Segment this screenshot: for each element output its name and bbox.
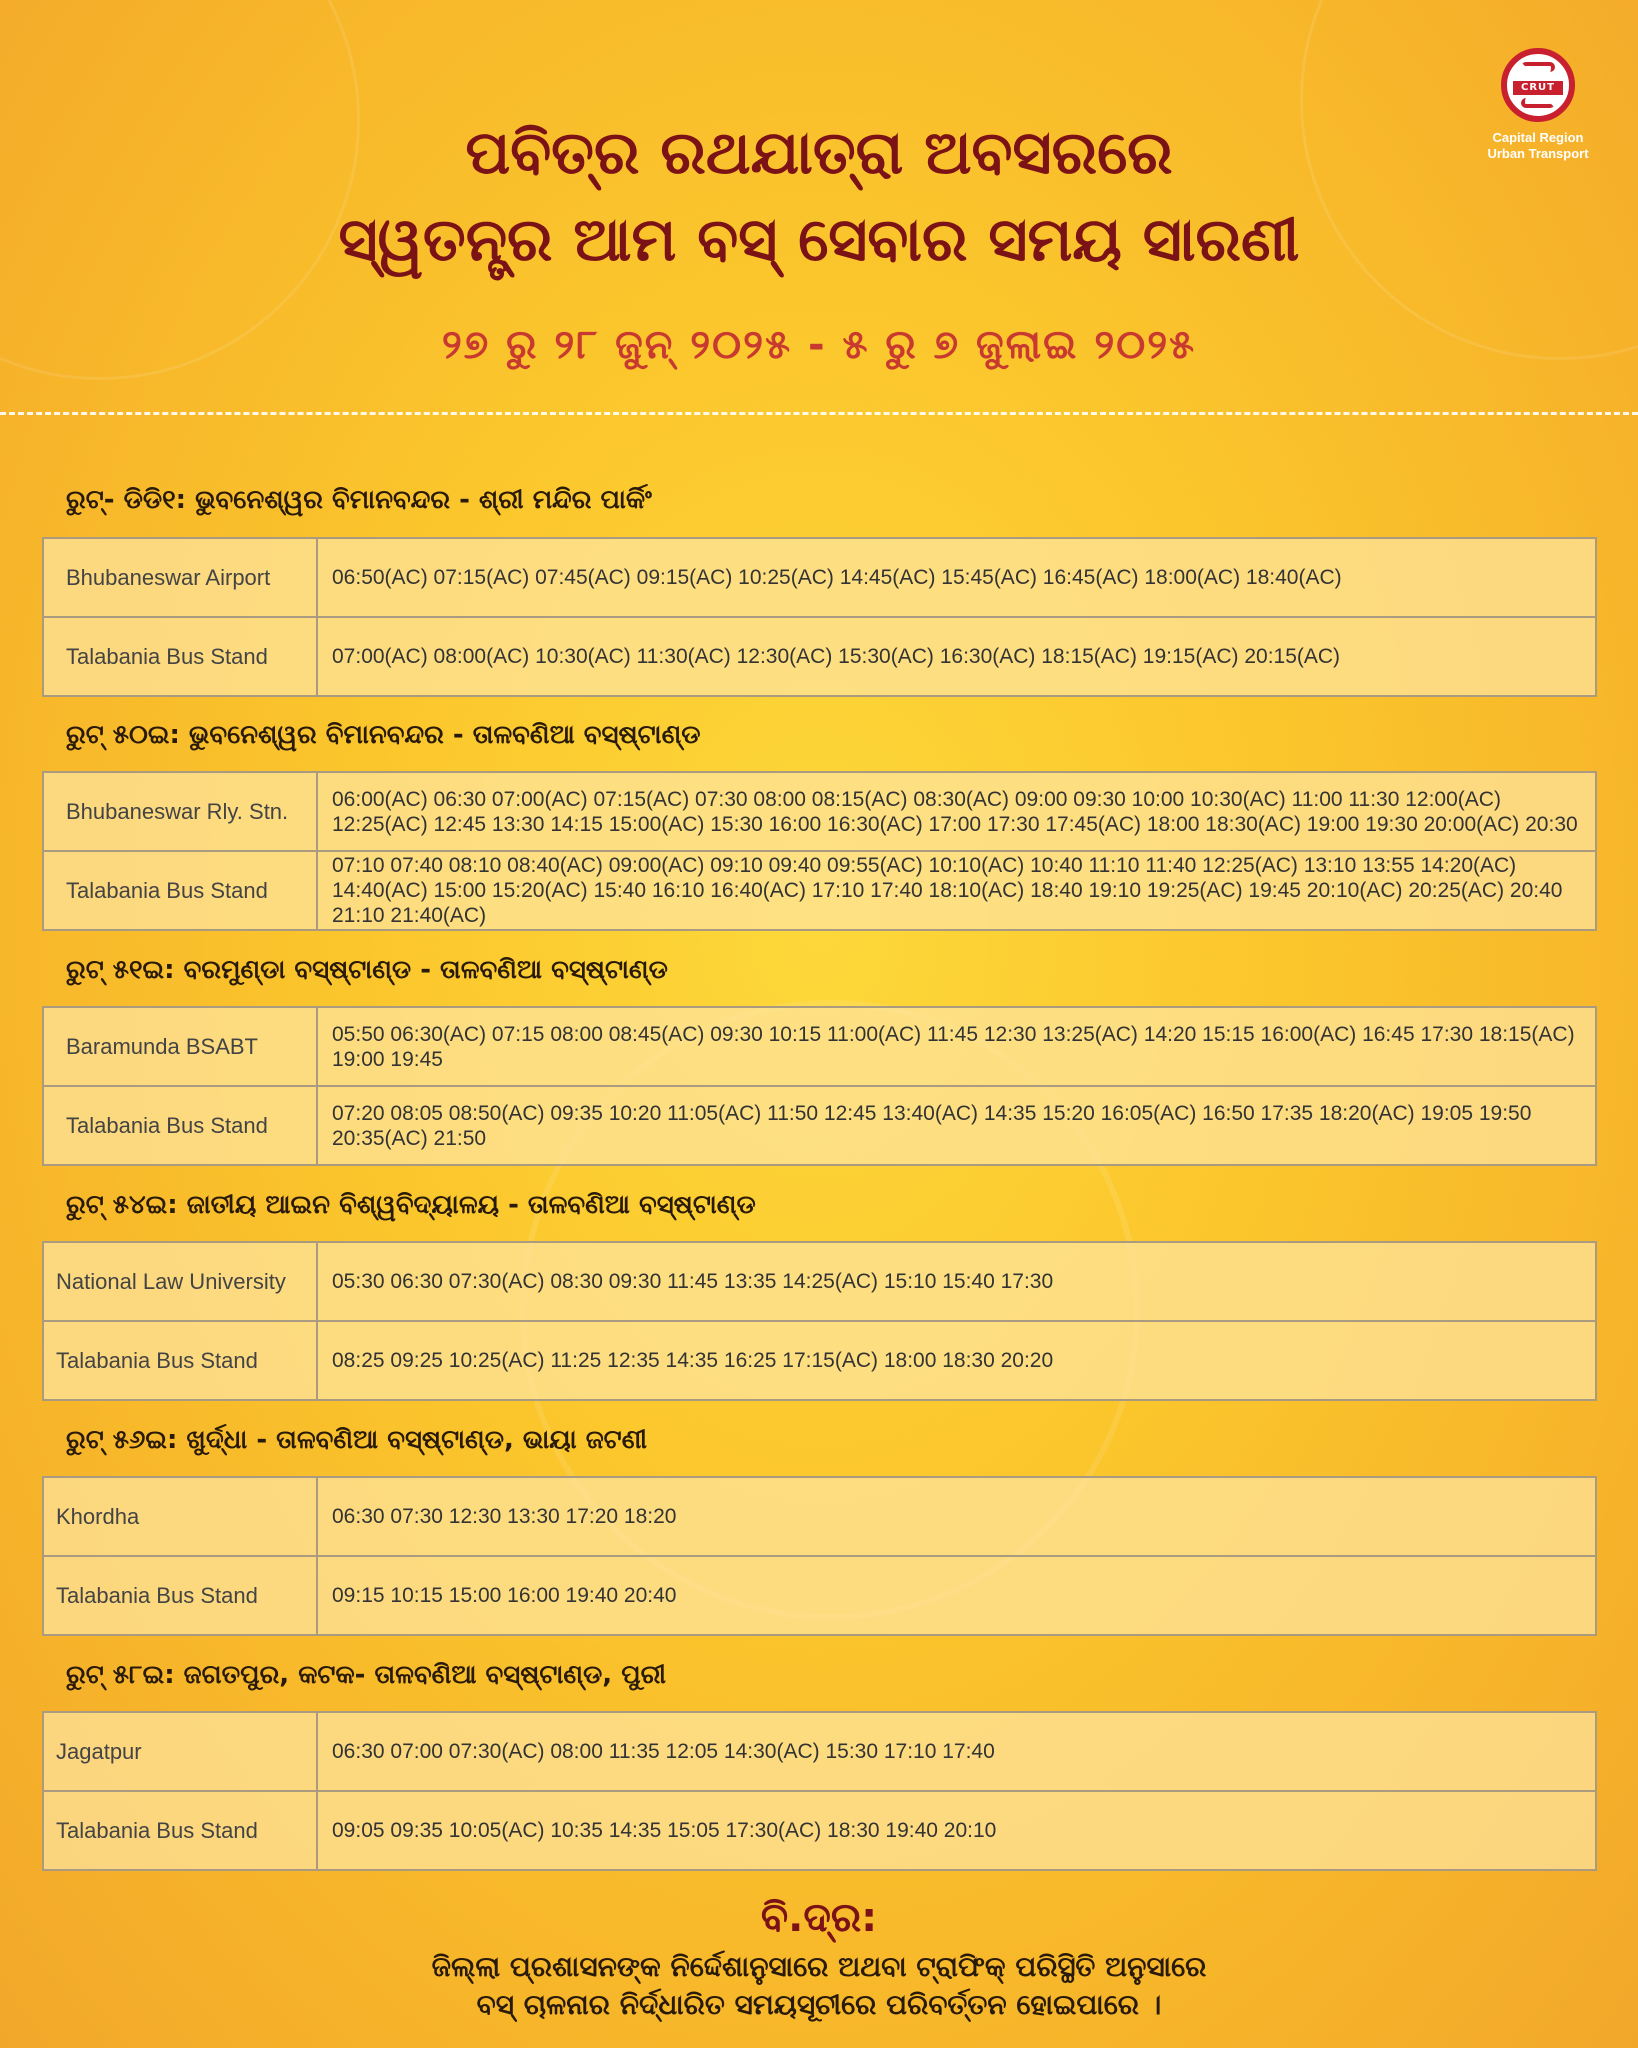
departure-times: 06:50(AC) 07:15(AC) 07:45(AC) 09:15(AC) 10:25(AC) 14:45(AC) 15:45(AC) 16:45(AC) 18:00(AC) 18:40(AC) bbox=[317, 538, 1596, 617]
stop-name: Talabania Bus Stand bbox=[43, 1791, 317, 1870]
route-table-51e bbox=[42, 1006, 1597, 1166]
stop-name: Khordha bbox=[43, 1477, 317, 1556]
departure-times: 07:10 07:40 08:10 08:40(AC) 09:00(AC) 09:10 09:40 09:55(AC) 10:10(AC) 10:40 11:10 11:40 12:25(AC) 13:10 13:55 14:20(AC) 14:40(AC) 15:00 15:20(AC) 15:40 16:10 16:40(AC) 17:10 17:40 18:10(AC) 18:40 19:10 19:25(AC) 19:45 20:10(AC) 20:25(AC) 20:40 21:10 21:40(AC) bbox=[317, 851, 1596, 930]
date-range: ୨୭ ରୁ ୨୮ ଜୁନ୍ ୨୦୨୫ - ୫ ରୁ ୭ ଜୁଲାଇ ୨୦୨୫ bbox=[441, 322, 1197, 368]
dashed-divider bbox=[0, 412, 1638, 415]
logo-mark-text: CRUT bbox=[1513, 81, 1563, 95]
table-row bbox=[43, 1477, 1596, 1556]
departure-times: 07:00(AC) 08:00(AC) 10:30(AC) 11:30(AC) 12:30(AC) 15:30(AC) 16:30(AC) 18:15(AC) 19:15(AC) 20:15(AC) bbox=[317, 617, 1596, 696]
stop-name: Talabania Bus Stand bbox=[43, 1321, 317, 1400]
logo-caption-line1: Capital Region bbox=[1492, 130, 1584, 145]
stop-name: Jagatpur bbox=[43, 1712, 317, 1791]
route-heading-54e: ରୁଟ୍ ୫୪ଇ: ଜାତୀୟ ଆଇନ ବିଶ୍ୱବିଦ୍ୟାଳୟ - ତାଳବଣିଆ ବସ୍‌ଷ୍ଟାଣ୍ଡ bbox=[66, 1190, 756, 1220]
route-heading-dd1: ରୁଟ୍- ଡିଡି୧: ଭୁବନେଶ୍ୱର ବିମାନବନ୍ଦର - ଶ୍ରୀ ମନ୍ଦିର ପାର୍କିଂ bbox=[66, 485, 652, 515]
table-row bbox=[43, 1712, 1596, 1791]
page-title-line1: ପବିତ୍ର ରଥଯାତ୍ରା ଅବସରରେ bbox=[465, 118, 1173, 188]
table-row bbox=[43, 851, 1596, 930]
departure-times: 08:25 09:25 10:25(AC) 11:25 12:35 14:35 16:25 17:15(AC) 18:00 18:30 20:20 bbox=[317, 1321, 1596, 1400]
route-heading-56e: ରୁଟ୍ ୫୬ଇ: ଖୁର୍ଦ୍ଧା - ତାଳବଣିଆ ବସ୍‌ଷ୍ଟାଣ୍ଡ, ଭାୟା ଜଟଣୀ bbox=[66, 1425, 648, 1455]
table-row bbox=[43, 1086, 1596, 1165]
route-heading-51e: ରୁଟ୍ ୫୧ଇ: ବରମୁଣ୍ଡା ବସ୍‌ଷ୍ଟାଣ୍ଡ - ତାଳବଣିଆ ବସ୍‌ଷ୍ଟାଣ୍ଡ bbox=[66, 955, 668, 985]
departure-times: 05:50 06:30(AC) 07:15 08:00 08:45(AC) 09:30 10:15 11:00(AC) 11:45 12:30 13:25(AC) 14:20 15:15 16:00(AC) 16:45 17:30 18:15(AC) 19:00 19:45 bbox=[317, 1007, 1596, 1086]
stop-name: Talabania Bus Stand bbox=[43, 1556, 317, 1635]
departure-times: 06:30 07:00 07:30(AC) 08:00 11:35 12:05 14:30(AC) 15:30 17:10 17:40 bbox=[317, 1712, 1596, 1791]
stop-name: Talabania Bus Stand bbox=[43, 851, 317, 930]
departure-times: 06:30 07:30 12:30 13:30 17:20 18:20 bbox=[317, 1477, 1596, 1556]
route-heading-58e: ରୁଟ୍ ୫୮ଇ: ଜଗତପୁର, କଟକ- ତାଳବଣିଆ ବସ୍‌ଷ୍ଟାଣ୍ଡ, ପୁରୀ bbox=[66, 1660, 667, 1690]
note-line1: ଜିଲ୍ଲା ପ୍ରଶାସନଙ୍କ ନିର୍ଦ୍ଦେଶାନୁସାରେ ଅଥବା ଟ୍ରାଫିକ୍ ପରିସ୍ଥିତି ଅନୁସାରେ bbox=[431, 1950, 1207, 1983]
crut-logo-icon bbox=[1501, 48, 1575, 122]
note-title: ବି.ଦ୍ର: bbox=[760, 1895, 878, 1941]
departure-times: 06:00(AC) 06:30 07:00(AC) 07:15(AC) 07:30 08:00 08:15(AC) 08:30(AC) 09:00 09:30 10:00 10:30(AC) 11:00 11:30 12:00(AC) 12:25(AC) 12:45 13:30 14:15 15:00(AC) 15:30 16:00 16:30(AC) 17:00 17:30 17:45(AC) 18:00 18:30(AC) 19:00 19:30 20:00(AC) 20:30 bbox=[317, 772, 1596, 851]
route-heading-50e: ରୁଟ୍ ୫୦ଇ: ଭୁବନେଶ୍ୱର ବିମାନବନ୍ଦର - ତାଳବଣିଆ ବସ୍‌ଷ୍ଟାଣ୍ଡ bbox=[66, 720, 701, 750]
departure-times: 07:20 08:05 08:50(AC) 09:35 10:20 11:05(AC) 11:50 12:45 13:40(AC) 14:35 15:20 16:05(AC) 16:50 17:35 18:20(AC) 19:05 19:50 20:35(AC) 21:50 bbox=[317, 1086, 1596, 1165]
route-table-54e bbox=[42, 1241, 1597, 1401]
departure-times: 09:15 10:15 15:00 16:00 19:40 20:40 bbox=[317, 1556, 1596, 1635]
route-table-dd1 bbox=[42, 537, 1597, 697]
table-row bbox=[43, 617, 1596, 696]
stop-name: National Law University bbox=[43, 1242, 317, 1321]
table-row bbox=[43, 1556, 1596, 1635]
table-row bbox=[43, 1242, 1596, 1321]
departure-times: 09:05 09:35 10:05(AC) 10:35 14:35 15:05 17:30(AC) 18:30 19:40 20:10 bbox=[317, 1791, 1596, 1870]
route-table-56e bbox=[42, 1476, 1597, 1636]
departure-times: 05:30 06:30 07:30(AC) 08:30 09:30 11:45 13:35 14:25(AC) 15:10 15:40 17:30 bbox=[317, 1242, 1596, 1321]
table-row bbox=[43, 1791, 1596, 1870]
table-row bbox=[43, 1321, 1596, 1400]
stop-name: Baramunda BSABT bbox=[43, 1007, 317, 1086]
logo-caption-line2: Urban Transport bbox=[1487, 146, 1589, 161]
route-table-58e bbox=[42, 1711, 1597, 1871]
stop-name: Bhubaneswar Rly. Stn. bbox=[43, 772, 317, 851]
stop-name: Bhubaneswar Airport bbox=[43, 538, 317, 617]
stop-name: Talabania Bus Stand bbox=[43, 617, 317, 696]
table-row bbox=[43, 1007, 1596, 1086]
stop-name: Talabania Bus Stand bbox=[43, 1086, 317, 1165]
note-line2: ବସ୍ ଚାଳନାର ନିର୍ଦ୍ଧାରିତ ସମୟସୂଚୀରେ ପରିବର୍ତ୍ତନ ହୋଇପାରେ । bbox=[476, 1988, 1162, 2021]
route-table-50e bbox=[42, 771, 1597, 931]
table-row bbox=[43, 538, 1596, 617]
table-row bbox=[43, 772, 1596, 851]
page-title-line2: ସ୍ୱତନ୍ତ୍ର ଆମ ବସ୍ ସେବାର ସମୟ ସାରଣୀ bbox=[338, 205, 1300, 275]
